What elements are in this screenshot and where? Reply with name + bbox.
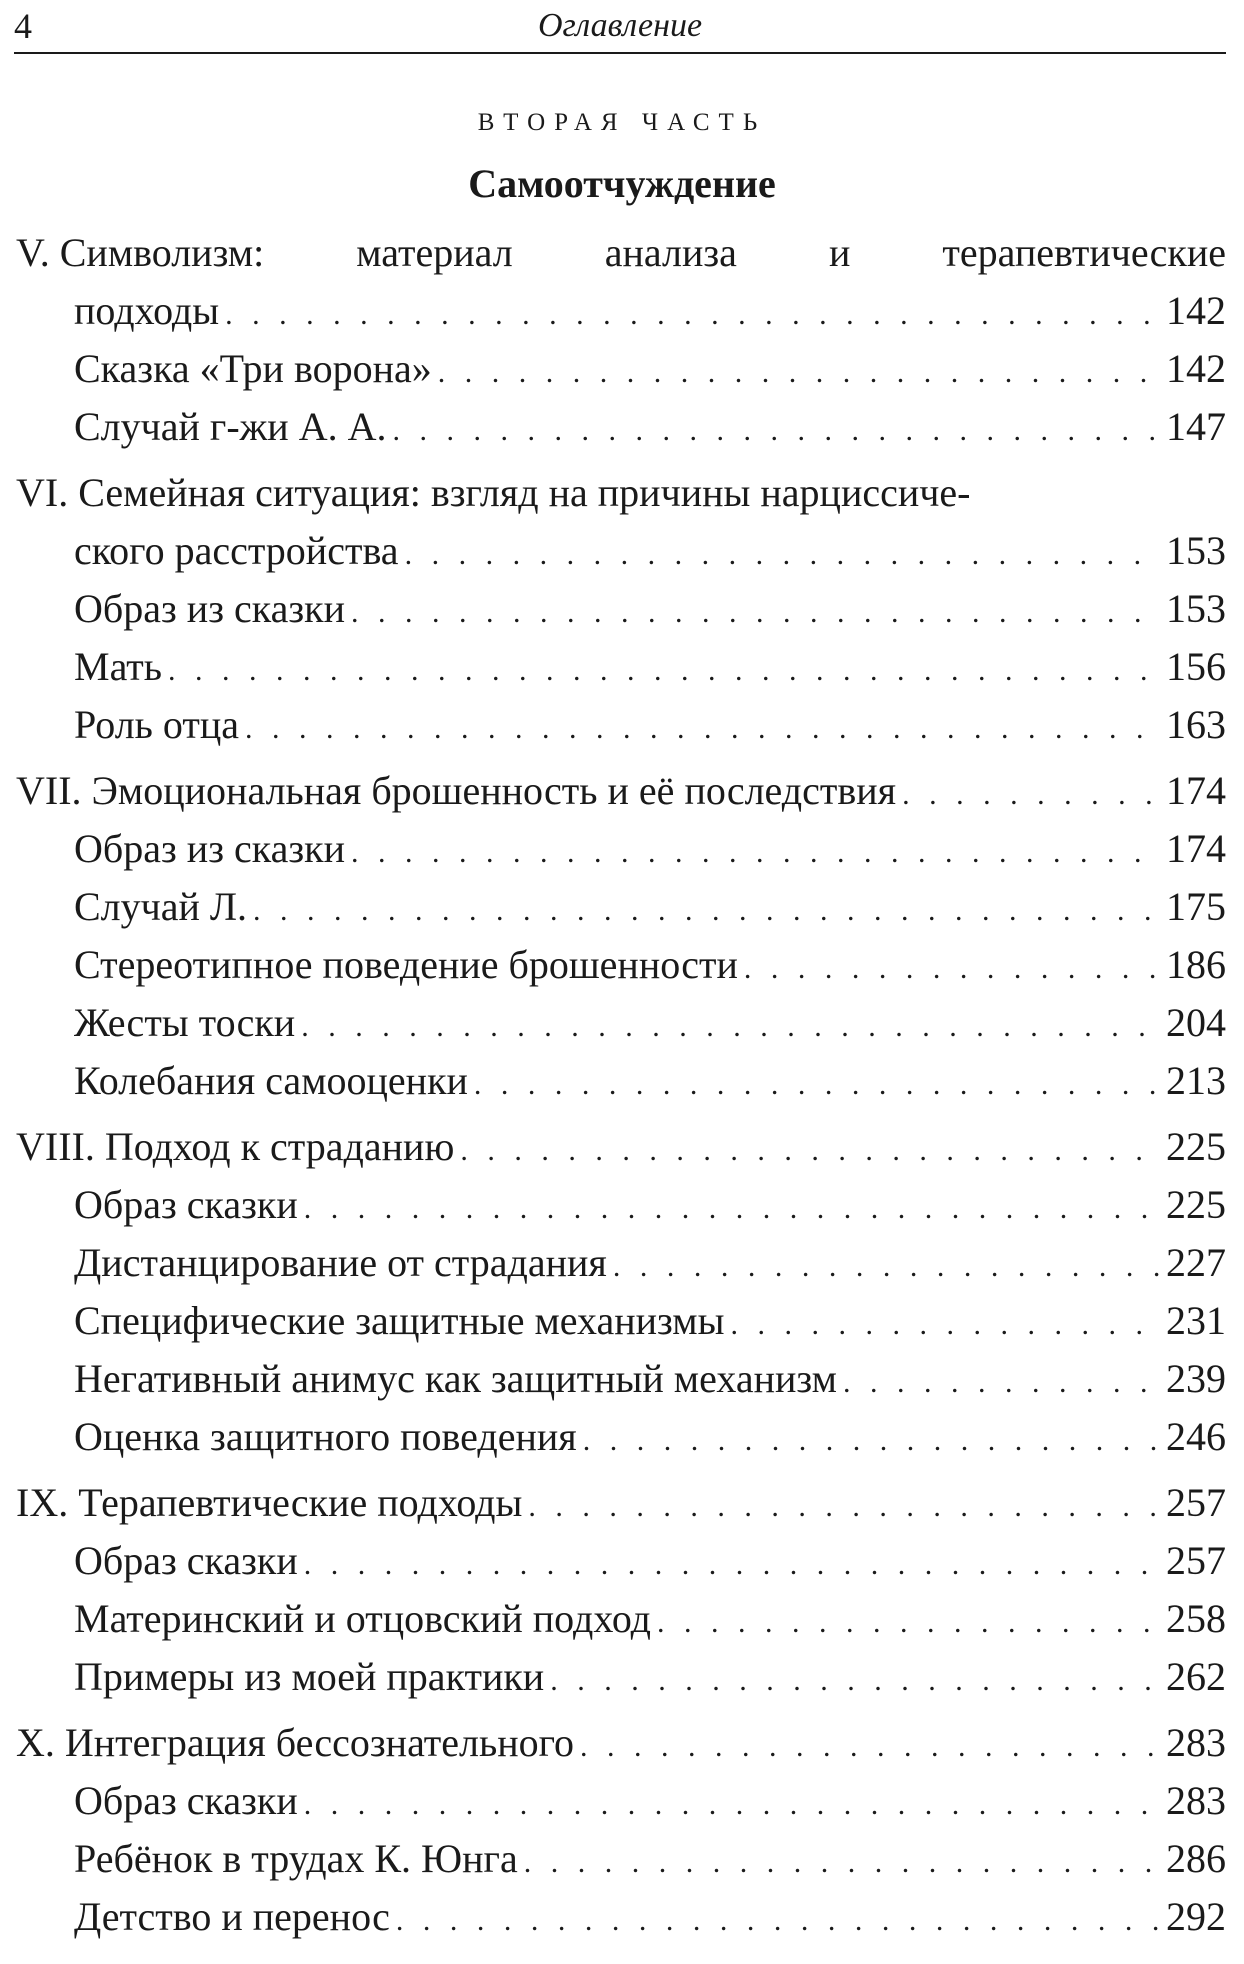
- page-ref: 213: [1166, 1058, 1226, 1103]
- dot-leader: [253, 882, 1160, 940]
- dot-leader: [902, 766, 1160, 824]
- toc-section-entry[interactable]: [16, 1590, 1226, 1648]
- dot-leader: [524, 1834, 1160, 1892]
- dot-leader: [301, 998, 1160, 1056]
- toc-section-entry[interactable]: [16, 1052, 1226, 1110]
- chapter-title-word: терапевтические: [942, 230, 1226, 275]
- page-ref: 186: [1166, 942, 1226, 987]
- part-title: Самоотчуждение: [468, 161, 776, 206]
- toc-section-entry[interactable]: [16, 1408, 1226, 1466]
- dot-leader: [304, 1536, 1160, 1594]
- section-title: Колебания самооценки: [74, 1058, 468, 1103]
- dot-leader: [613, 1238, 1160, 1296]
- dot-leader: [304, 1776, 1160, 1834]
- dot-leader: [657, 1594, 1160, 1652]
- page-ref: 153: [1166, 528, 1226, 573]
- part-label: ВТОРАЯ ЧАСТЬ: [477, 109, 767, 136]
- page-ref: 239: [1166, 1356, 1226, 1401]
- toc-section-entry[interactable]: [16, 1176, 1226, 1234]
- section-title: Образ из сказки: [74, 586, 345, 631]
- dot-leader: [744, 940, 1160, 998]
- section-title: Мать: [74, 644, 163, 689]
- section-title: Дистанцирование от страдания: [74, 1240, 607, 1285]
- toc-chapter-entry[interactable]: [16, 1714, 1226, 1772]
- toc-section-entry[interactable]: [16, 878, 1226, 936]
- page-ref: 227: [1166, 1240, 1226, 1285]
- toc-section-entry[interactable]: [16, 820, 1226, 878]
- section-title: Специфические защитные механизмы: [74, 1298, 725, 1343]
- page-ref: 231: [1166, 1298, 1226, 1343]
- chapter-title: VII. Эмоциональная брошенность и её последствия: [16, 768, 897, 813]
- section-title: Случай г-жи А. А.: [74, 404, 387, 449]
- running-header: [14, 0, 1226, 54]
- section-title: Жесты тоски: [74, 1000, 296, 1045]
- chapter-title-word: анализа: [604, 230, 737, 275]
- section-title: Сказка «Три ворона»: [74, 346, 432, 391]
- chapter-title: X. Интеграция бессознательного: [16, 1720, 575, 1765]
- section-title: Образ сказки: [74, 1778, 298, 1823]
- dot-leader: [351, 824, 1160, 882]
- section-title: Образ из сказки: [74, 826, 345, 871]
- section-title: Случай Л.: [74, 884, 248, 929]
- section-title: Детство и перенос: [74, 1894, 390, 1939]
- page-number: 4: [14, 6, 32, 46]
- page-ref: 257: [1166, 1480, 1226, 1525]
- page-ref: 283: [1166, 1778, 1226, 1823]
- page-ref: 257: [1166, 1538, 1226, 1583]
- chapter-title: VIII. Подход к страданию: [16, 1124, 455, 1169]
- chapter-title: ского расстройства: [74, 528, 399, 573]
- toc-chapter-entry[interactable]: [16, 282, 1226, 340]
- running-title: Оглавление: [537, 7, 703, 44]
- page-ref: 142: [1166, 288, 1226, 333]
- page-ref: 286: [1166, 1836, 1226, 1881]
- section-title: Роль отца: [74, 702, 240, 747]
- toc-section-entry[interactable]: [16, 1648, 1226, 1706]
- chapter-title-word: V. Символизм:: [16, 230, 265, 275]
- chapter-title-word: и: [828, 230, 851, 275]
- toc-section-entry[interactable]: [16, 1292, 1226, 1350]
- toc-section-entry[interactable]: [16, 1888, 1226, 1946]
- dot-leader: [245, 700, 1160, 758]
- toc-chapter-entry[interactable]: [16, 522, 1226, 580]
- dot-leader: [392, 402, 1160, 460]
- section-title: Образ сказки: [74, 1538, 298, 1583]
- dot-leader: [168, 642, 1160, 700]
- dot-leader: [843, 1354, 1160, 1412]
- section-title: Негативный анимус как защитный механизм: [74, 1356, 837, 1401]
- page-ref: 174: [1166, 826, 1226, 871]
- toc-section-entry[interactable]: [16, 580, 1226, 638]
- dot-leader: [304, 1180, 1160, 1238]
- toc-chapter-entry[interactable]: [16, 1474, 1226, 1532]
- page-ref: 225: [1166, 1124, 1226, 1169]
- toc-section-entry[interactable]: [16, 340, 1226, 398]
- section-title: Образ сказки: [74, 1182, 298, 1227]
- toc-section-entry[interactable]: [16, 1772, 1226, 1830]
- toc-section-entry[interactable]: [16, 1350, 1226, 1408]
- page-ref: 292: [1166, 1894, 1226, 1939]
- dot-leader: [438, 344, 1160, 402]
- dot-leader: [474, 1056, 1160, 1114]
- page-ref: 262: [1166, 1654, 1226, 1699]
- toc-chapter-entry[interactable]: [16, 762, 1226, 820]
- toc-chapter-entry[interactable]: [16, 1118, 1226, 1176]
- section-title: Стереотипное поведение брошенности: [74, 942, 738, 987]
- chapter-title-word: материал: [356, 230, 513, 275]
- chapter-title: подходы: [74, 288, 220, 333]
- dot-leader: [460, 1122, 1160, 1180]
- toc-chapter-heading[interactable]: [16, 224, 1226, 282]
- section-title: Примеры из моей практики: [74, 1654, 545, 1699]
- chapter-title: IX. Терапевтические подходы: [16, 1480, 523, 1525]
- toc-section-entry[interactable]: [16, 696, 1226, 754]
- toc-section-entry[interactable]: [16, 936, 1226, 994]
- page-ref: 142: [1166, 346, 1226, 391]
- page-ref: 174: [1166, 768, 1226, 813]
- dot-leader: [405, 526, 1160, 584]
- toc-section-entry[interactable]: [16, 1532, 1226, 1590]
- page-ref: 204: [1166, 1000, 1226, 1045]
- section-title: Материнский и отцовский подход: [74, 1596, 652, 1641]
- dot-leader: [580, 1718, 1160, 1776]
- page-ref: 225: [1166, 1182, 1226, 1227]
- section-title: Оценка защитного поведения: [74, 1414, 577, 1459]
- page-ref: 283: [1166, 1720, 1226, 1765]
- dot-leader: [225, 286, 1160, 344]
- toc-section-entry[interactable]: [16, 1830, 1226, 1888]
- page-ref: 153: [1166, 586, 1226, 631]
- page-ref: 175: [1166, 884, 1226, 929]
- toc-section-entry[interactable]: [16, 398, 1226, 456]
- dot-leader: [550, 1652, 1160, 1710]
- dot-leader: [583, 1412, 1160, 1470]
- dot-leader: [396, 1892, 1160, 1950]
- dot-leader: [528, 1478, 1160, 1536]
- page-ref: 156: [1166, 644, 1226, 689]
- page-ref: 258: [1166, 1596, 1226, 1641]
- toc-section-entry[interactable]: [16, 638, 1226, 696]
- section-title: Ребёнок в трудах К. Юнга: [74, 1836, 518, 1881]
- dot-leader: [730, 1296, 1160, 1354]
- page-ref: 163: [1166, 702, 1226, 747]
- dot-leader: [351, 584, 1160, 642]
- toc-chapter-heading[interactable]: [16, 464, 1226, 522]
- page-ref: 246: [1166, 1414, 1226, 1459]
- page-ref: 147: [1166, 404, 1226, 449]
- table-of-contents: [16, 224, 1226, 1946]
- chapter-title: VI. Семейная ситуация: взгляд на причины нарциссиче-: [16, 470, 971, 515]
- toc-section-entry[interactable]: [16, 994, 1226, 1052]
- toc-section-entry[interactable]: [16, 1234, 1226, 1292]
